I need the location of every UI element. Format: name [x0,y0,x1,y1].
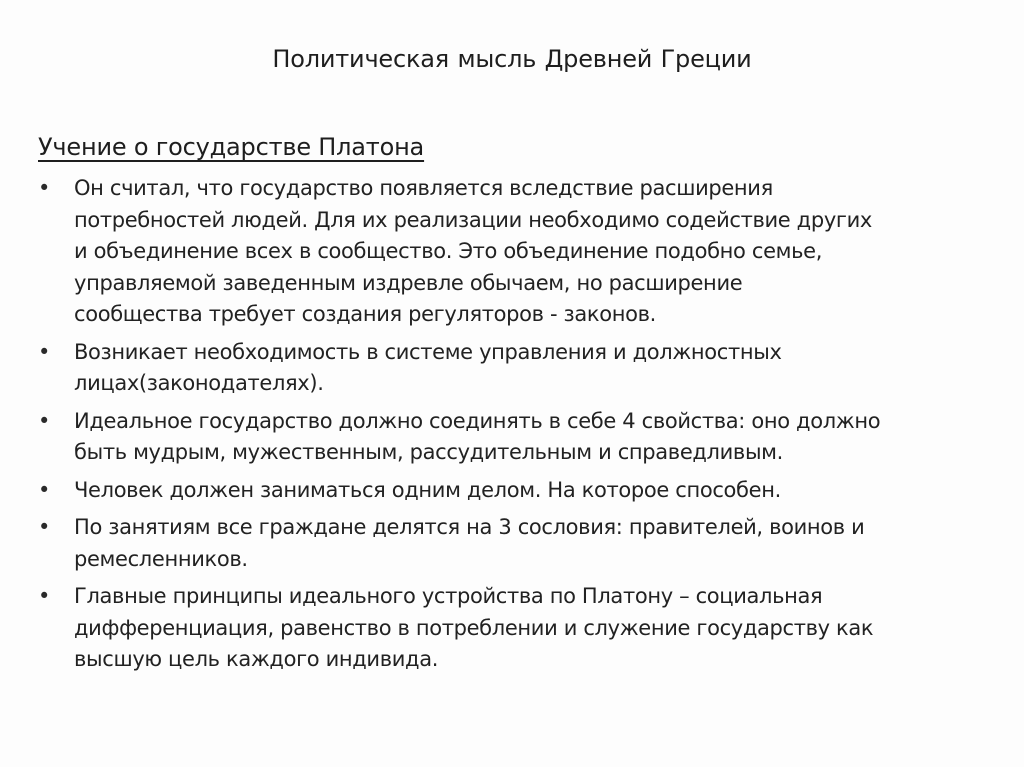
bullet-text-line: быть мудрым, мужественным, рассудительным и справедливым. [74,440,784,464]
bullet-text-line: сообщества требует создания регуляторов - законов. [74,302,656,326]
bullet-item [38,337,978,400]
bullet-item [38,406,978,469]
bullet-text [74,475,978,507]
slide-title: Политическая мысль Древней Греции [272,45,752,73]
bullet-marker: • [38,339,51,364]
bullet-text-line: Идеальное государство должно соединять в себе 4 свойства: оно должно [74,408,881,433]
bullet-text-line: Главные принципы идеального устройства по Платону – социальная [74,584,823,608]
bullet-text [74,406,978,469]
bullet-marker: • [38,515,51,539]
bullet-marker: • [38,408,51,433]
bullet-text-line: По занятиям все граждане делятся на 3 сословия: правителей, воинов и [74,515,865,539]
bullet-text-line: лицах(законодателях). [74,371,324,395]
bullet-marker: • [38,584,51,608]
bullet-text-line: Человек должен заниматься одним делом. На которое способен. [74,477,781,502]
bullet-list [38,173,978,682]
bullet-text [74,337,978,400]
bullet-item [38,475,978,507]
bullet-text-line: дифференциация, равенство в потреблении и служение государству как [74,615,874,640]
bullet-text-line: потребностей людей. Для их реализации необходимо содействие других [74,207,872,232]
bullet-marker: • [38,477,51,502]
bullet-text-line: ремесленников. [74,546,248,571]
bullet-item [38,581,978,676]
bullet-text-line: высшую цель каждого индивида. [74,647,439,671]
bullet-text-line: Он считал, что государство появляется вследствие расширения [74,176,773,200]
bullet-text [74,512,978,575]
section-subtitle: Учение о государстве Платона [38,133,425,161]
bullet-text-line: Возникает необходимость в системе управления и должностных [74,339,782,364]
bullet-item [38,512,978,575]
bullet-marker: • [38,176,51,200]
bullet-text [74,173,978,331]
bullet-item [38,173,978,331]
bullet-text [74,581,978,676]
bullet-text-line: управляемой заведенным издревле обычаем, но расширение [74,270,743,295]
bullet-text-line: и объединение всех в сообщество. Это объединение подобно семье, [74,239,823,263]
